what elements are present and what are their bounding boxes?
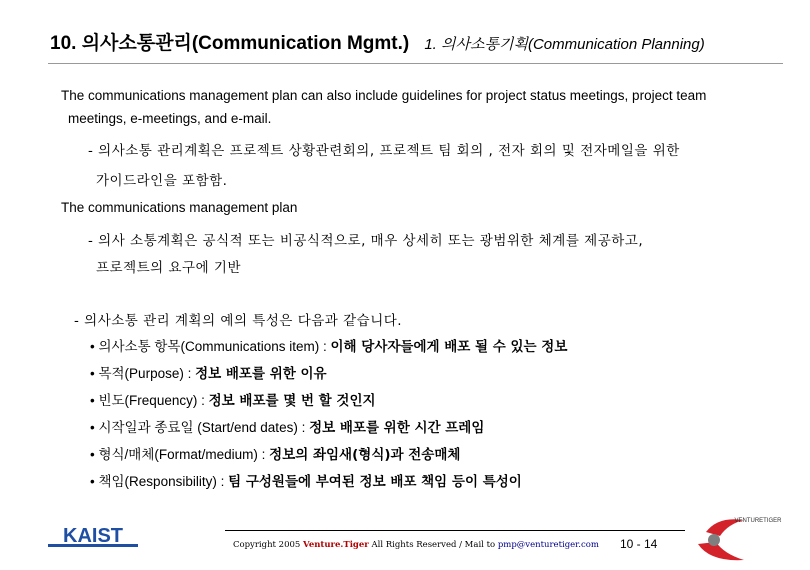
list-item	[90, 443, 460, 463]
paragraph-2-korean-line-2: 프로젝트의 요구에 기반	[96, 260, 241, 276]
paragraph-1-korean-line-1: - 의사소통 관리계획은 프로젝트 상황관련회의, 프로젝트 팀 회의 , 전자 회의 및 전자메일을 위한	[88, 143, 680, 159]
title-main: 10. 의사소통관리(Communication Mgmt.)	[50, 33, 410, 54]
paragraph-1-line-2: meetings, e-meetings, and e-mail.	[68, 111, 272, 126]
venturetiger-logo	[688, 510, 800, 566]
bullet-label: • 목적(Purpose) :	[90, 366, 196, 381]
bullet-description: 팀 구성원들에 부여된 정보 배포 책임 등이 특성이	[228, 474, 522, 490]
bullet-label: • 빈도(Frequency) :	[90, 393, 209, 408]
list-item	[90, 335, 567, 355]
paragraph-2-line-1: The communications management plan	[61, 200, 298, 215]
bullet-label: • 시작일과 종료일 (Start/end dates) :	[90, 420, 310, 435]
title-divider	[48, 63, 783, 64]
title-sub: 1. 의사소통기획(Communication Planning)	[424, 36, 705, 53]
page-number: 10 - 14	[620, 537, 658, 551]
bullet-description: 이해 당사자들에게 배포 될 수 있는 정보	[330, 339, 568, 355]
kaist-logo-text: KAIST	[63, 525, 123, 547]
list-item	[90, 416, 484, 436]
copyright-email-link[interactable]: pmp@venturetiger.com	[497, 540, 599, 550]
bullet-label: • 책임(Responsibility) :	[90, 474, 229, 489]
copyright-brand: Venture.Tiger	[303, 540, 369, 550]
paragraph-1-korean-line-2: 가이드라인을 포함함.	[96, 173, 228, 189]
list-item	[90, 389, 376, 409]
venturetiger-logo-text: VENTURETIGER	[734, 518, 782, 524]
bullet-label: • 의사소통 항목(Communications item) :	[90, 339, 331, 354]
copyright-middle: All Rights Reserved / Mail to	[368, 540, 498, 550]
bullet-description: 정보 배포를 위한 시간 프레임	[309, 420, 485, 436]
bullet-label: • 형식/매체(Format/medium) :	[90, 447, 270, 462]
paragraph-3-intro: - 의사소통 관리 계획의 예의 특성은 다음과 같습니다.	[74, 313, 403, 329]
list-item	[90, 470, 522, 490]
copyright-notice	[233, 540, 599, 550]
paragraph-2-korean-line-1: - 의사 소통계획은 공식적 또는 비공식적으로, 매우 상세히 또는 광범위한 체계를 제공하고,	[88, 233, 644, 249]
list-item	[90, 362, 327, 382]
page-title	[50, 28, 810, 55]
kaist-logo	[48, 524, 138, 550]
paragraph-1-line-1: The communications management plan can also include guidelines for project status meetings, project team	[61, 88, 707, 103]
bullet-description: 정보의 좌임새(형식)과 전송매체	[269, 447, 461, 463]
bullet-description: 정보 배포를 몇 번 할 것인지	[208, 393, 376, 409]
bullet-description: 정보 배포를 위한 이유	[195, 366, 327, 382]
copyright-prefix: Copyright 2005	[233, 540, 304, 550]
footer-divider	[225, 530, 685, 531]
